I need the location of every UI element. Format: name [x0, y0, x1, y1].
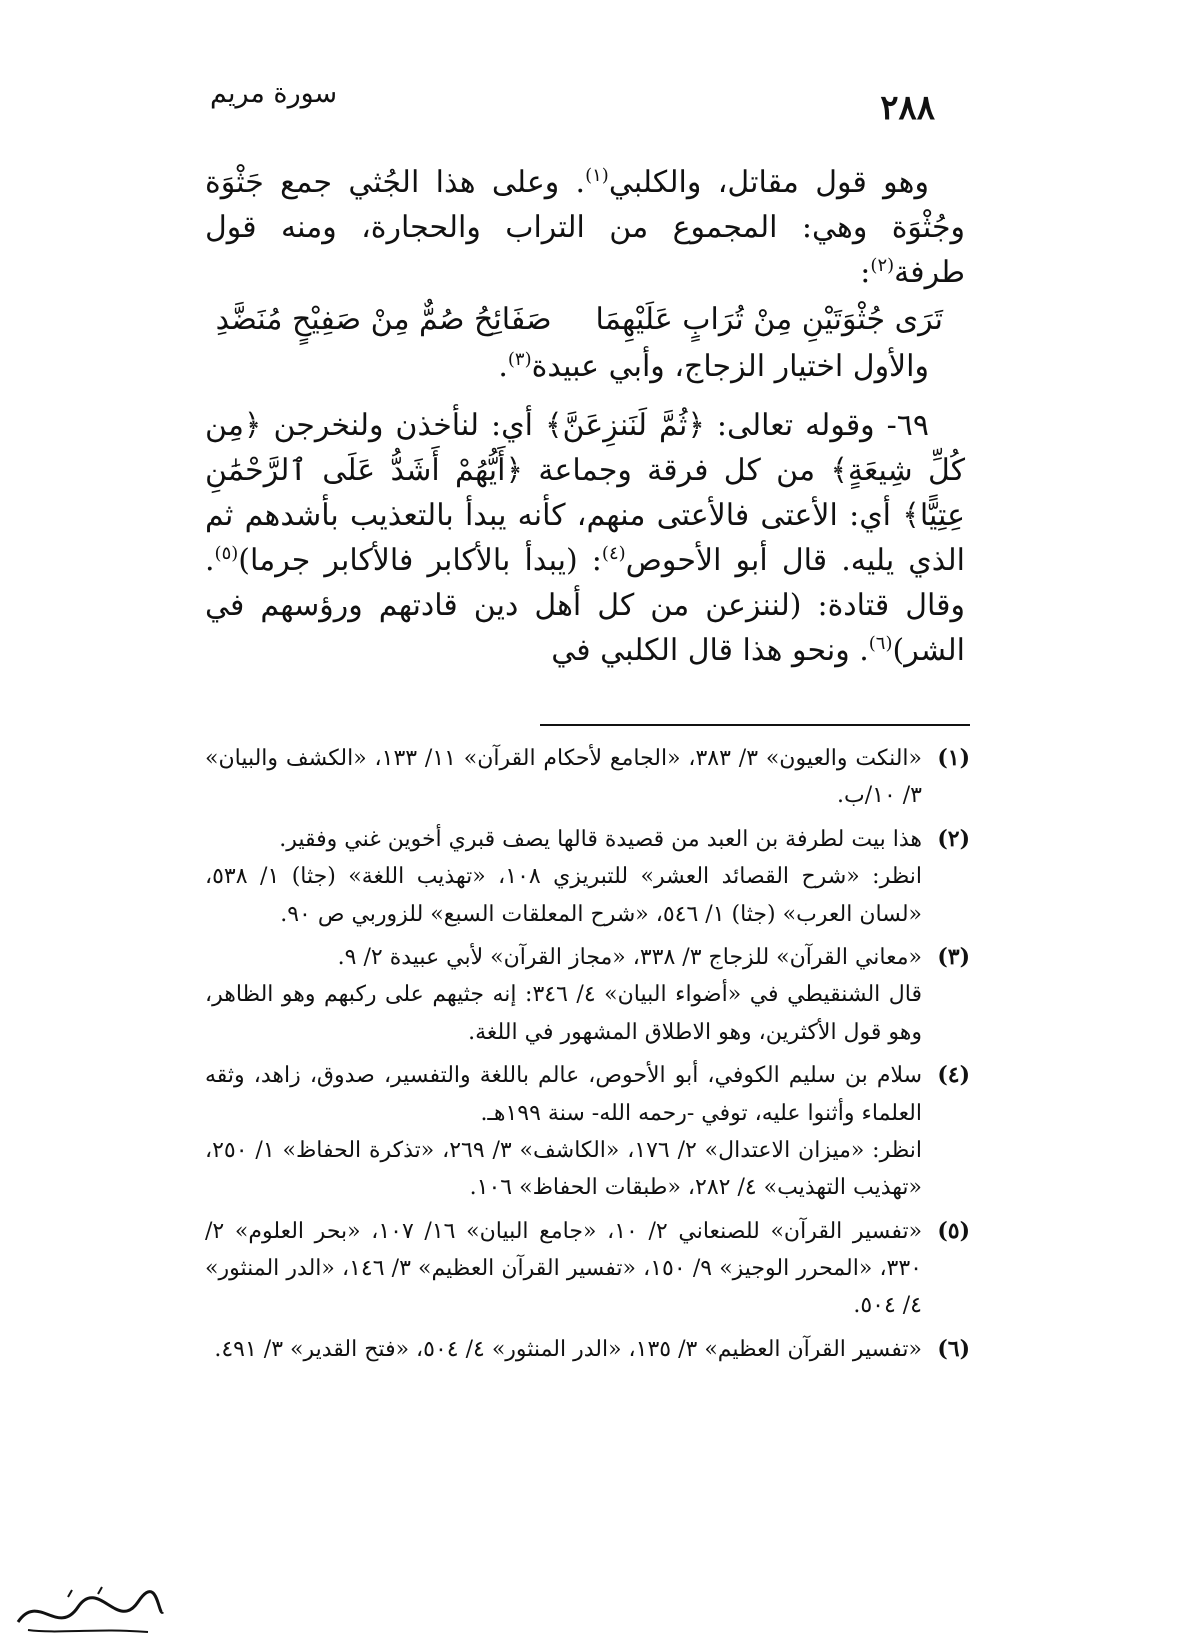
footnote-text: سلام بن سليم الكوفي، أبو الأحوص، عالم باللغة والتفسير، صدوق، زاهد، وثقه العلماء وأثنوا عليه، توفي -رحمه الله- سنة ١٩٩هـ. — [205, 1063, 922, 1126]
footnote-number: (٦) — [937, 1335, 970, 1362]
footnote — [205, 1213, 970, 1325]
text-run: وهو قول مقاتل، والكلبي — [608, 165, 929, 200]
text-run: والأول اختيار الزجاج، وأبي عبيدة — [531, 349, 929, 384]
footnote — [205, 740, 970, 815]
footnote-number: (٢) — [937, 825, 970, 852]
footnote-text: هذا بيت لطرفة بن العبد من قصيدة قالها يصف قبري أخوين غني وفقير. — [279, 826, 922, 852]
verse-first-hemistich: تَرَى جُثْوَتَيْنِ مِنْ تُرَابٍ عَلَيْهِمَا — [595, 302, 943, 337]
paragraph — [205, 160, 965, 295]
footnote-number: (٤) — [937, 1062, 970, 1089]
text-run: . — [498, 349, 508, 384]
text-run: : — [860, 255, 871, 290]
footnote-number: (١) — [937, 745, 970, 771]
text-run: . ونحو هذا قال الكلبي في — [551, 633, 869, 668]
running-title: سورة مريم — [210, 78, 338, 109]
footnote — [205, 821, 970, 933]
footnote-text: انظر: «شرح القصائد العشر» للتبريزي ١٠٨، «تهذيب اللغة» (جثا) ١/ ٥٣٨، «لسان العرب» (جثا) ١/ ٥٤٦، «شرح المعلقات السبع» للزوربي ص ٩٠. — [205, 864, 922, 927]
publisher-logo — [8, 1582, 168, 1642]
footnote — [205, 939, 970, 1051]
text-run: . وعلى هذا الجُثي جمع جَثْوَة وجُثْوَة وهي: المجموع من التراب والحجارة، ومنه قول طرفة — [205, 165, 965, 290]
footnote — [205, 1057, 970, 1207]
footnote-text: «النكت والعيون» ٣/ ٣٨٣، «الجامع لأحكام القرآن» ١١/ ١٣٣، «الكشف والبيان» ٣/ ١٠/ب. — [205, 746, 923, 809]
footnote-ref[interactable]: (٥) — [214, 543, 239, 564]
text-run: . وقال قتادة: (لننزعن من كل أهل دين قادتهم ورؤسهم في الشر) — [205, 543, 965, 668]
verse-second-hemistich: صَفَائِحُ صُمٌّ مِنْ صَفِيْحٍ مُنَضَّدِ — [215, 302, 552, 337]
footnote-text: قال الشنقيطي في «أضواء البيان» ٤/ ٣٤٦: إنه جثيهم على ركبهم وهو الظاهر، وهو قول الأكثرين، وهو الاطلاق المشهور في اللغة. — [205, 982, 923, 1045]
main-text — [205, 160, 965, 673]
footnote-text: «تفسير القرآن» للصنعاني ٢/ ١٠، «جامع البيان» ١٦/ ١٠٧، «بحر العلوم» ٢/ ٣٣٠، «المحرر الوجيز» ٩/ ١٥٠، «تفسير القرآن العظيم» ٣/ ١٤٦، «الدر المنثور» ٤/ ٥٠٤. — [205, 1218, 923, 1319]
footnote-ref[interactable]: (٣) — [507, 349, 532, 370]
footnote-text: انظر: «ميزان الاعتدال» ٢/ ١٧٦، «الكاشف» ٣/ ٢٦٩، «تذكرة الحفاظ» ١/ ٢٥٠، «تهذيب التهذيب» ٤/ ٢٨٢، «طبقات الحفاظ» ١٠٦. — [205, 1137, 922, 1201]
footnote-ref[interactable]: (٢) — [870, 255, 895, 276]
footnotes — [205, 740, 970, 1374]
poetry-verse — [205, 297, 965, 342]
paragraph — [205, 344, 965, 389]
footnote-text: «معاني القرآن» للزجاج ٣/ ٣٣٨، «مجاز القرآن» لأبي عبيدة ٢/ ٩. — [337, 944, 922, 970]
footnote-text: «تفسير القرآن العظيم» ٣/ ١٣٥، «الدر المنثور» ٤/ ٥٠٤، «فتح القدير» ٣/ ٤٩١. — [214, 1336, 922, 1362]
footnote-ref[interactable]: (٤) — [601, 543, 626, 564]
footnote-ref[interactable]: (١) — [585, 165, 609, 186]
text-run: : (يبدأ بالأكابر فالأكابر جرما) — [238, 543, 602, 578]
footnote-ref[interactable]: (٦) — [868, 633, 893, 654]
paragraph — [205, 403, 965, 673]
footnote-number: (٣) — [937, 943, 970, 970]
footnote-separator — [540, 724, 970, 726]
page-number: ٢٨٨ — [880, 88, 935, 128]
text-run: ٦٩- وقوله تعالى: ﴿ثُمَّ لَنَنزِعَنَّ﴾ أي: لنأخذن ولنخرجن ﴿مِن كُلِّ شِيعَةٍ﴾ من كل فرقة وجماعة ﴿أَيُّهُمْ أَشَدُّ عَلَى ٱلرَّحْمَٰنِ عِتِيًّا﴾ أي: الأعتى فالأعتى منهم، كأنه يبدأ بالتعذيب بأشدهم ثم الذي يليه. قال أبو الأحوص — [205, 408, 965, 578]
page-header — [210, 78, 935, 128]
footnote — [205, 1331, 970, 1368]
footnote-number: (٥) — [937, 1217, 970, 1244]
